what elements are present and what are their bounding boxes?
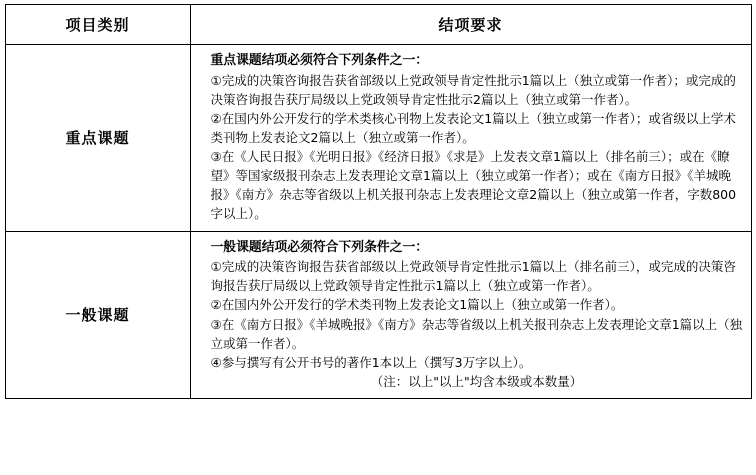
requirement-item: ①完成的决策咨询报告获省部级以上党政领导肯定性批示1篇以上（独立或第一作者）；或完成的决策咨询报告获厅局级以上党政领导肯定性批示2篇以上（独立或第一作者）。 <box>210 72 736 107</box>
document-page <box>0 4 756 475</box>
category-general-project: 一般课题 <box>5 231 190 398</box>
requirement-lead: 一般课题结项必须符合下列条件之一： <box>210 239 429 255</box>
requirement-item: ③在《南方日报》《羊城晚报》《南方》杂志等省级以上机关报刊杂志上发表理论文章1篇以上（独立或第一作者）。 <box>210 316 743 351</box>
requirements-general-project <box>190 231 751 398</box>
column-header-category: 项目类别 <box>5 5 190 45</box>
table-note: （注：以上"以上"均含本级或本数量） <box>370 373 583 389</box>
requirement-item: ①完成的决策咨询报告获省部级以上党政领导肯定性批示1篇以上（排名前三），或完成的决策咨询报告获厅局级以上党政领导肯定性批示1篇以上（独立或第一作者）。 <box>210 259 736 294</box>
category-key-project: 重点课题 <box>5 45 190 232</box>
table-row <box>5 45 751 232</box>
requirement-lead: 重点课题结项必须符合下列条件之一： <box>210 53 429 68</box>
requirement-item: ②在国内外公开发行的学术类刊物上发表论文1篇以上（独立或第一作者）。 <box>210 297 624 313</box>
requirements-key-project <box>190 45 751 232</box>
table-row <box>5 231 751 398</box>
requirements-table <box>5 4 752 399</box>
requirement-item: ②在国内外公开发行的学术类核心刊物上发表论文1篇以上（独立或第一作者）；或省级以上学术类刊物上发表论文2篇以上（独立或第一作者）。 <box>210 110 736 145</box>
column-header-requirements: 结项要求 <box>190 5 751 45</box>
table-header-row <box>5 5 751 45</box>
requirement-item: ③在《人民日报》《光明日报》《经济日报》《求是》上发表文章1篇以上（排名前三）；或在《瞭望》等国家级报刊杂志上发表理论文章1篇以上（独立或第一作者）；或在《南方日报》《羊城晚报》《南方》杂志等省级以上机关报刊杂志上发表理论文章2篇以上（独立或第一作者，字数800字以上）。 <box>210 149 737 222</box>
requirement-item: ④参与撰写有公开书号的著作1本以上（撰写3万字以上）。 <box>210 354 532 370</box>
